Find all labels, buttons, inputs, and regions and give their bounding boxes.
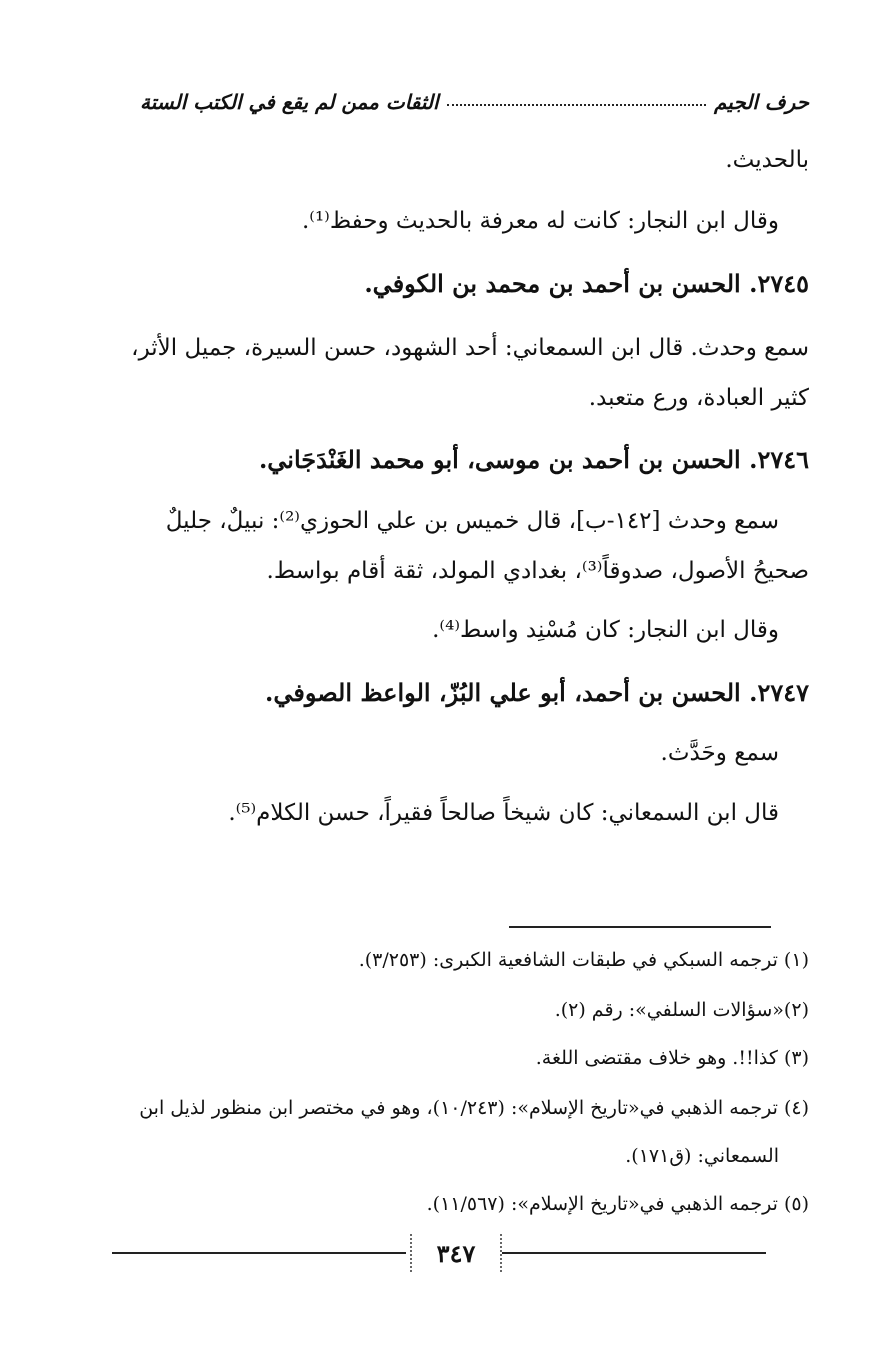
footnote: السمعاني: (ق١٧١). bbox=[625, 1145, 779, 1167]
body-line: بالحديث. bbox=[725, 147, 809, 173]
entry-title-2747: ٢٧٤٧. الحسن بن أحمد، أبو علي البُزّ، الواعظ الصوفي. bbox=[265, 678, 809, 707]
footnote: (٥) ترجمه الذهبي في«تاريخ الإسلام»: (١١/٥٦٧). bbox=[426, 1193, 809, 1215]
body-line: سمع وحَدَّث. bbox=[660, 740, 779, 766]
footnote: (٤) ترجمه الذهبي في«تاريخ الإسلام»: (١٠/٢٤٣)، وهو في مختصر ابن منظور لذيل ابن bbox=[139, 1097, 809, 1119]
body-line: كثير العبادة، ورع متعبد. bbox=[588, 385, 809, 411]
body-line: وقال ابن النجار: كان مُسْنِد واسط⁽⁴⁾. bbox=[432, 617, 779, 643]
page-number: ٣٤٧ bbox=[410, 1234, 502, 1272]
footnote: (١) ترجمه السبكي في طبقات الشافعية الكبرى: (٣/٢٥٣). bbox=[358, 949, 809, 971]
footnote: (٢)«سؤالات السلفي»: رقم (٢). bbox=[554, 999, 809, 1021]
footnote: (٣) كذا!!. وهو خلاف مقتضى اللغة. bbox=[535, 1047, 809, 1069]
footer-rule-left bbox=[112, 1252, 406, 1254]
body-line: قال ابن السمعاني: كان شيخاً صالحاً فقيراً، حسن الكلام⁽⁵⁾. bbox=[228, 800, 779, 826]
footnote-separator bbox=[509, 926, 771, 928]
body-line: وقال ابن النجار: كانت له معرفة بالحديث وحفظ⁽¹⁾. bbox=[301, 208, 779, 234]
body-line: صحيحُ الأصول، صدوقاً⁽³⁾، بغدادي المولد، ثقة أقام بواسط. bbox=[266, 558, 809, 584]
header-chapter: حرف الجيم bbox=[714, 90, 809, 114]
entry-title-2746: ٢٧٤٦. الحسن بن أحمد بن موسى، أبو محمد الغَنْدَجَاني. bbox=[258, 445, 809, 474]
body-line: سمع وحدث [١٤٢-ب]، قال خميس بن علي الحوزي⁽²⁾: نبيلٌ، جليلٌ bbox=[165, 508, 779, 534]
header-leader-dots bbox=[447, 104, 706, 106]
footer-rule-right bbox=[502, 1252, 766, 1254]
entry-title-2745: ٢٧٤٥. الحسن بن أحمد بن محمد بن الكوفي. bbox=[364, 269, 809, 298]
body-line: سمع وحدث. قال ابن السمعاني: أحد الشهود، حسن السيرة، جميل الأثر، bbox=[131, 335, 809, 361]
running-header bbox=[140, 80, 809, 114]
header-book-title: الثقات ممن لم يقع في الكتب الستة bbox=[140, 90, 439, 114]
